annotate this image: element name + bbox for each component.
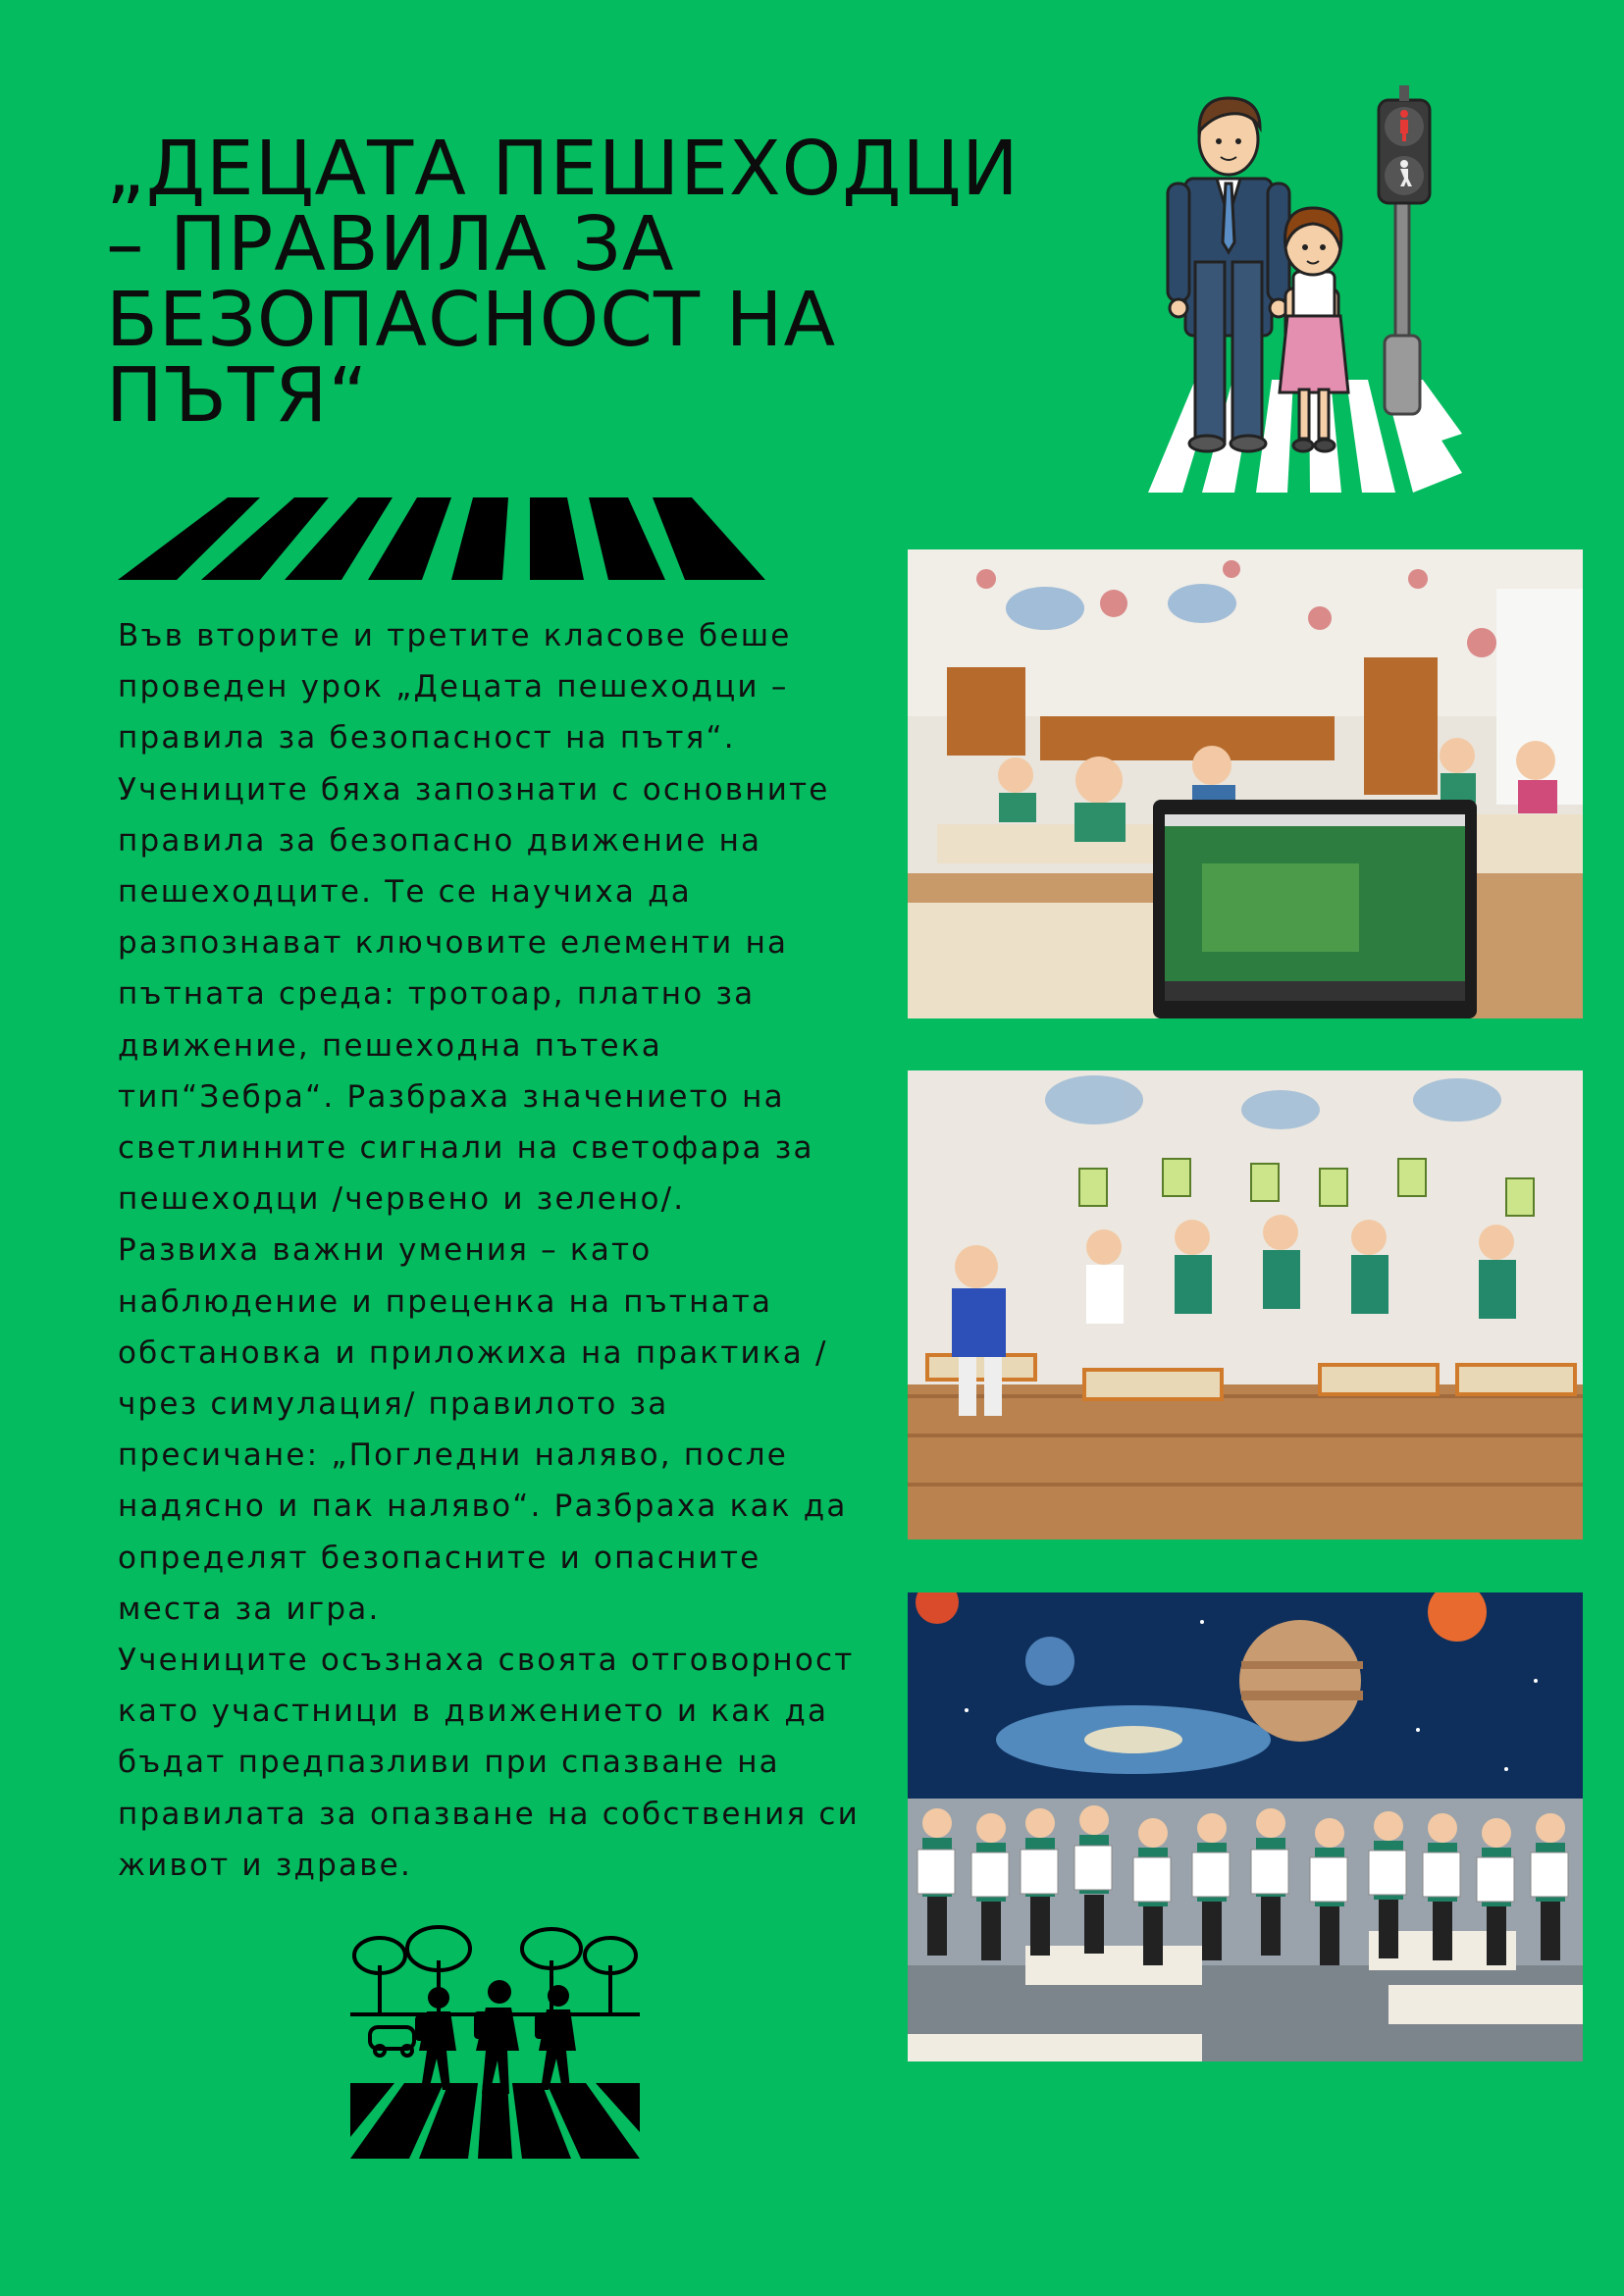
article-body: Във вторите и третите класове беше проведен урок „Децата пешеходци – правила за безопасност на пътя“. Учениците бяха запознати с основните правила за безопасно движение на пешеходците. Те се научиха да разпознават ключовите елементи на пътната среда: тротоар, платно за движение, пешеходна пътека тип“Зебра“. Разбраха значението на светлинните сигнали на светофара за пешеходци /червено и зелено/. Развиха важни умения – като наблюдение и преценка на пътната обстановка и приложиха на практика / чрез симулация/ правилото за пресичане: „Погледни наляво, после надясно и пак наляво“. Разбраха как да определят безопасните и опасните места за игра. Учениците осъзнаха своята отговорност като участници в движението и как да бъдат предпазливи при спазване на правилата за опазване на собствения си живот и здраве. xyxy=(118,618,860,1883)
classroom-photo-students-raising-hands xyxy=(908,1070,1583,1539)
pedestrians-illustration xyxy=(1138,80,1472,497)
children-crossing-zebra-illustration xyxy=(350,1921,640,2159)
classroom-photo-students-holding-papers xyxy=(908,1592,1583,2061)
page-title: „ДЕЦАТА ПЕШЕХОДЦИ – ПРАВИЛА ЗА БЕЗОПАСНОСТ НА ПЪТЯ“ xyxy=(106,126,1020,440)
classroom-photo-laptop xyxy=(908,549,1583,1018)
zebra-crossing-stripes xyxy=(118,494,765,582)
traffic-light-icon xyxy=(1379,85,1430,414)
